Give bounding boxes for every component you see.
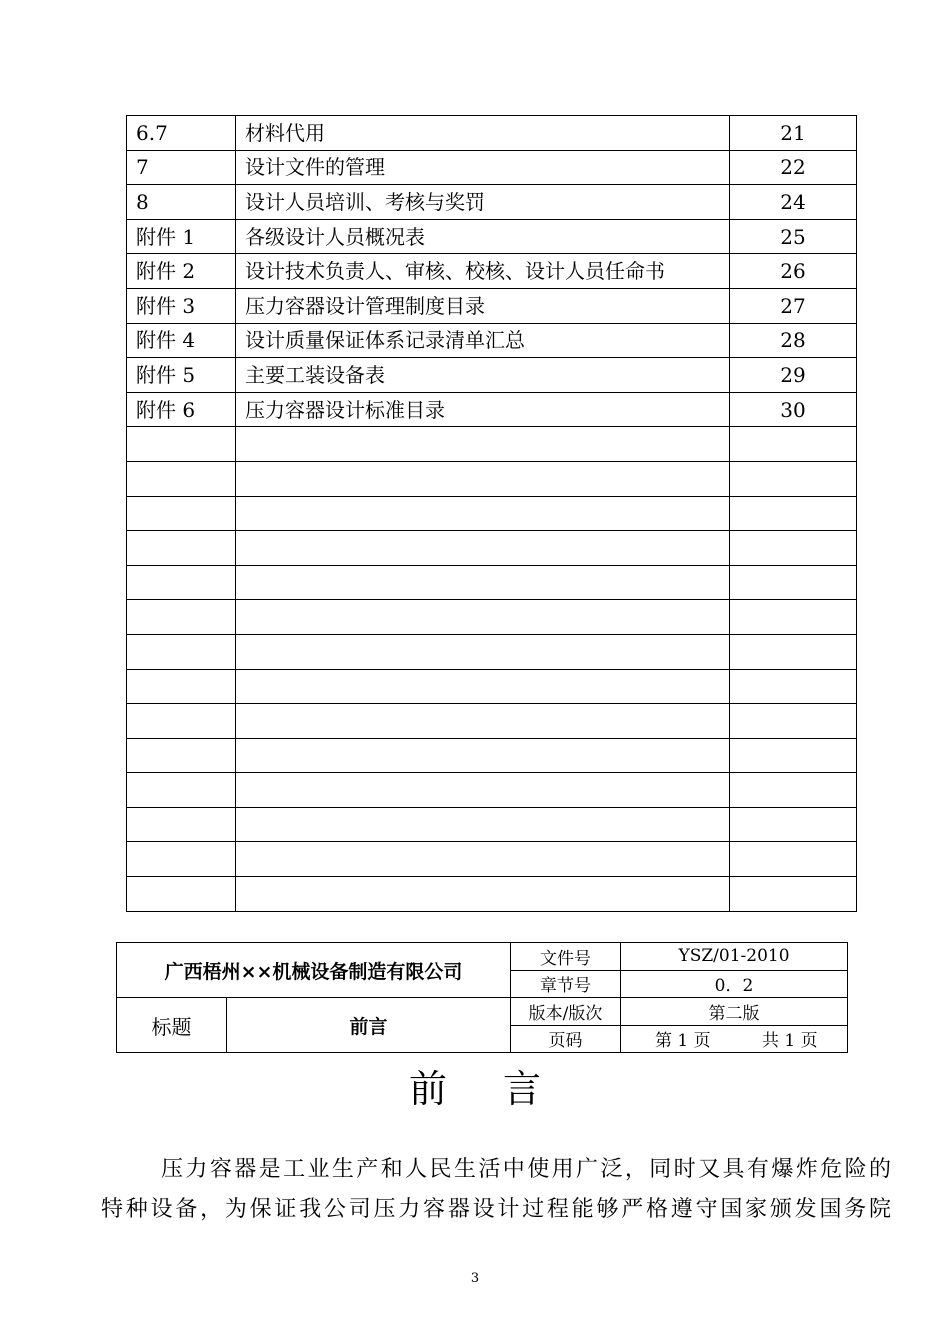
title-value: 前言 <box>227 998 511 1053</box>
doc-no-value: YSZ/01-2010 <box>621 943 848 971</box>
page-number: 3 <box>470 1271 480 1286</box>
toc-row <box>127 150 857 185</box>
page-current: 第 1 页 <box>655 1031 711 1052</box>
toc-page: 27 <box>730 288 857 323</box>
toc-num: 附件 1 <box>127 219 236 254</box>
toc-page: 29 <box>730 358 857 393</box>
toc-empty-cell <box>236 531 730 566</box>
toc-title: 材料代用 <box>236 116 730 151</box>
toc-empty-cell <box>127 461 236 496</box>
toc-body <box>127 116 857 912</box>
toc-page: 24 <box>730 185 857 220</box>
toc-empty-cell <box>730 669 857 704</box>
toc-empty-cell <box>127 738 236 773</box>
toc-empty-cell <box>236 807 730 842</box>
section-heading <box>0 1058 950 1113</box>
toc-empty-cell <box>730 565 857 600</box>
toc-page: 30 <box>730 392 857 427</box>
toc-empty-cell <box>127 877 236 912</box>
toc-empty-row <box>127 600 857 635</box>
toc-empty-cell <box>236 773 730 808</box>
toc-empty-cell <box>127 669 236 704</box>
toc-empty-cell <box>236 461 730 496</box>
toc-empty-cell <box>127 600 236 635</box>
toc-empty-cell <box>730 600 857 635</box>
toc-row <box>127 392 857 427</box>
section-value: 0．2 <box>621 970 848 998</box>
toc-empty-cell <box>730 738 857 773</box>
toc-row <box>127 185 857 220</box>
toc-title: 设计技术负责人、审核、校核、设计人员任命书 <box>236 254 730 289</box>
version-value: 第二版 <box>621 998 848 1026</box>
body-paragraph <box>101 1150 891 1230</box>
section-label: 章节号 <box>511 970 621 998</box>
toc-empty-cell <box>236 634 730 669</box>
toc-empty-row <box>127 807 857 842</box>
document-header-table <box>116 942 848 1053</box>
toc-page: 22 <box>730 150 857 185</box>
toc-title: 主要工装设备表 <box>236 358 730 393</box>
toc-row <box>127 219 857 254</box>
toc-empty-cell <box>730 634 857 669</box>
toc-empty-cell <box>127 773 236 808</box>
toc-row <box>127 323 857 358</box>
company-name: 广西梧州××机械设备制造有限公司 <box>117 943 511 998</box>
toc-num: 7 <box>127 150 236 185</box>
page-total: 共 1 页 <box>762 1031 818 1052</box>
toc-empty-row <box>127 842 857 877</box>
toc-empty-cell <box>730 842 857 877</box>
toc-row <box>127 358 857 393</box>
toc-empty-row <box>127 738 857 773</box>
toc-empty-row <box>127 669 857 704</box>
toc-num: 附件 5 <box>127 358 236 393</box>
toc-empty-cell <box>127 842 236 877</box>
toc-empty-row <box>127 531 857 566</box>
toc-empty-row <box>127 704 857 739</box>
toc-page: 28 <box>730 323 857 358</box>
toc-page: 21 <box>730 116 857 151</box>
toc-empty-cell <box>236 427 730 462</box>
toc-empty-cell <box>236 496 730 531</box>
title-label: 标题 <box>117 998 227 1053</box>
heading-char-left: 前 <box>408 1067 447 1111</box>
toc-empty-cell <box>236 877 730 912</box>
toc-empty-cell <box>730 704 857 739</box>
toc-page: 25 <box>730 219 857 254</box>
toc-empty-cell <box>236 738 730 773</box>
toc-empty-row <box>127 877 857 912</box>
toc-row <box>127 254 857 289</box>
doc-no-label: 文件号 <box>511 943 621 971</box>
toc-empty-row <box>127 461 857 496</box>
toc-num: 附件 2 <box>127 254 236 289</box>
toc-empty-cell <box>127 496 236 531</box>
toc-empty-cell <box>127 427 236 462</box>
toc-row <box>127 288 857 323</box>
toc-num: 附件 4 <box>127 323 236 358</box>
version-label: 版本/版次 <box>511 998 621 1026</box>
toc-empty-row <box>127 427 857 462</box>
page-info <box>621 1025 848 1053</box>
toc-row <box>127 116 857 151</box>
body-line-1: 压力容器是工业生产和人民生活中使用广泛，同时又具有爆炸危险的 <box>161 1157 891 1182</box>
toc-empty-cell <box>730 773 857 808</box>
toc-empty-cell <box>127 704 236 739</box>
toc-title: 压力容器设计管理制度目录 <box>236 288 730 323</box>
toc-empty-cell <box>127 565 236 600</box>
toc-empty-cell <box>127 807 236 842</box>
toc-num: 附件 6 <box>127 392 236 427</box>
toc-empty-row <box>127 496 857 531</box>
toc-empty-cell <box>730 461 857 496</box>
toc-empty-cell <box>236 600 730 635</box>
page-label: 页码 <box>511 1025 621 1053</box>
toc-empty-cell <box>236 565 730 600</box>
toc-empty-row <box>127 773 857 808</box>
toc-empty-cell <box>730 427 857 462</box>
toc-num: 6.7 <box>127 116 236 151</box>
toc-empty-row <box>127 565 857 600</box>
toc-empty-cell <box>127 531 236 566</box>
toc-empty-cell <box>236 842 730 877</box>
toc-empty-row <box>127 634 857 669</box>
toc-empty-cell <box>236 669 730 704</box>
toc-empty-cell <box>730 807 857 842</box>
toc-page: 26 <box>730 254 857 289</box>
toc-empty-cell <box>730 877 857 912</box>
toc-empty-cell <box>730 531 857 566</box>
body-line-2: 特种设备，为保证我公司压力容器设计过程能够严格遵守国家颁发国务院 <box>101 1197 891 1222</box>
toc-num: 附件 3 <box>127 288 236 323</box>
toc-num: 8 <box>127 185 236 220</box>
toc-title: 设计质量保证体系记录清单汇总 <box>236 323 730 358</box>
toc-title: 压力容器设计标准目录 <box>236 392 730 427</box>
toc-empty-cell <box>730 496 857 531</box>
toc-title: 各级设计人员概况表 <box>236 219 730 254</box>
toc-empty-cell <box>236 704 730 739</box>
toc-table <box>126 115 857 912</box>
toc-title: 设计人员培训、考核与奖罚 <box>236 185 730 220</box>
toc-empty-cell <box>127 634 236 669</box>
toc-title: 设计文件的管理 <box>236 150 730 185</box>
heading-char-right: 言 <box>503 1067 542 1111</box>
